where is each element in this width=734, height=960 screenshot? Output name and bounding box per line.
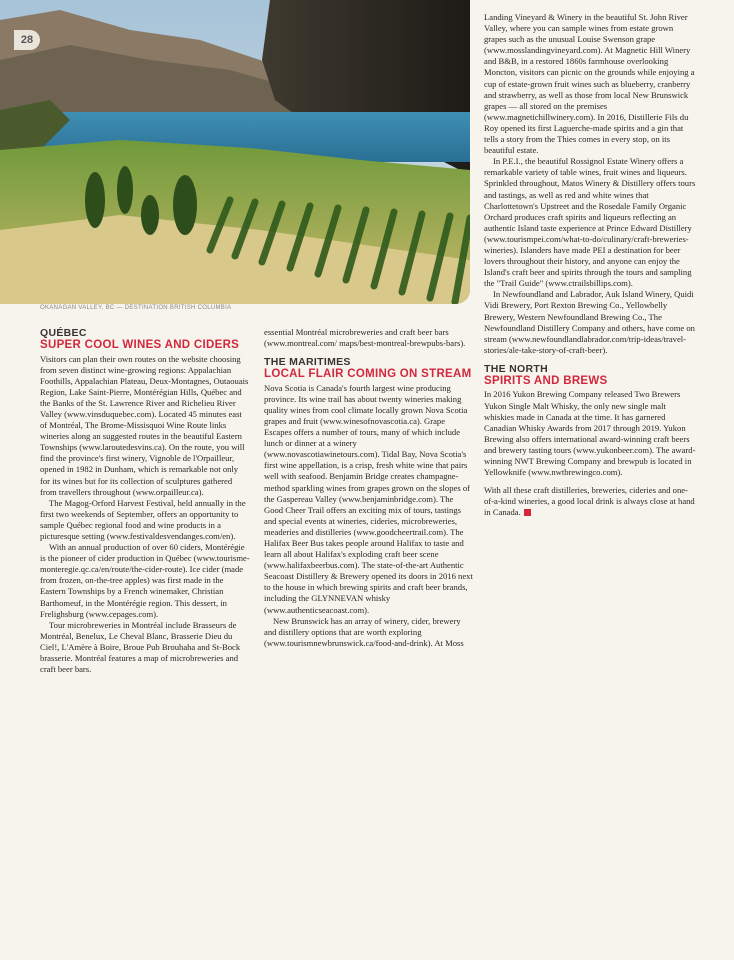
photo-caption: OKANAGAN VALLEY, BC — DESTINATION BRITISH COLUMBIA xyxy=(40,305,232,311)
paragraph: Landing Vineyard & Winery in the beautiful St. John River Valley, where you can sample wines from estate grown grapes such as the unusual Louise Swenson grape (www.mosslandingvineyard.com). At Magnetic Hill Winery and B&B, in a restored 1860s farmhouse overlooking Moncton, visitors can picnic on the grounds while enjoying a cup of estate-grown fruit wines such as blueberry, cranberry and strawberry, as well as those from local New Brunswick grapes — all stored on the premises (www.magnetichillwinery.com). In 2016, Distillerie Fils du Roy opened its first Laguerche-made spirits and a gin that tells a story from the Thies comes in every stop, on its beautiful estate. xyxy=(484,12,695,156)
end-mark-icon xyxy=(524,509,531,516)
section-title-quebec: SUPER COOL WINES AND CIDERS xyxy=(40,339,240,351)
section-region-maritimes: THE MARITIMES xyxy=(264,356,351,369)
column-1 xyxy=(40,327,250,675)
paragraph: Nova Scotia is Canada's fourth largest wine producing province. Its wine trail has about twenty wineries making quality wines from cool climate locally grown Nova Scotia grapes and fruit (www.winesofnovascotia.ca). Grape Escapes offers a number of tours, many of which include lunch or dinner at a winery (www.novascotiawinetours.com). Tidal Bay, Nova Scotia's first wine appellation, is a crisp, fresh white wine that pairs well with seafood. Benjamin Bridge creates champagne-method sparkling wines from grapes grown on the slopes of the Gaspereau Valley (www.benjaminbridge.com). The Good Cheer Trail offers an exciting mix of tours, tastings and special events at wineries, cideries, microbreweries, meaderies and distilleries (www.goodcheertrail.com). The Halifax Beer Bus takes people around Halifax to taste and learn all about Halifax's exploding craft beer scene (www.halifaxbeerbus.com). The state-of-the-art Authentic Seacoast Distillery & Brewery opened its doors in 2016 next to the house in which brewing spirits and craft beer brands, including the GLYNNEVAN whisky (www.authenticseacoast.com). xyxy=(264,382,473,615)
paragraph: In Newfoundland and Labrador, Auk Island Winery, Quidi Vidi Brewery, Port Rexton Brewing Co., Yellowbelly Brewery, Western Newfoundland Brewing Co., The Newfoundland Distillery Company and others, have come on stream (www.newfoundlandlabrador.com/trip-ideas/travel-stories/ale-take-story-of-craft-beer). xyxy=(484,289,695,355)
section-region-north: THE NORTH xyxy=(484,362,548,375)
vineyard-lake-photo xyxy=(0,0,470,304)
closing-paragraph: With all these craft distilleries, breweries, cideries and one-of-a-kind wineries, a good local drink is always close at hand in Canada. xyxy=(484,485,695,518)
paragraph: Visitors can plan their own routes on the website choosing from seven distinct wine-growing regions: Appalachian Foothills, Appalachian Plateau, Deux-Montagnes, Outaouais Region, Lake Saint-Pierre, Montérégian Hills, Québec and the Banks of the St. Lawrence River and Richelieu River Valley (www.vinsduquebec.com). Located 45 minutes east of Montréal, The Brome-Missisquoi Wine Route links wineries along an suggested routes in the beautiful Eastern Townships (www.laroutedesvins.ca). On the route, you will find the province's first winery, Vignoble de l'Orpailleur, opened in 1982 in Dunham, which is remarkable not only for its wines but for its collection of sculptures gathered from travellers throughout (www.orpailleur.ca). xyxy=(40,353,249,497)
paragraph: The Magog-Orford Harvest Festival, held annually in the first two weekends of September, offers an opportunity to sample Québec regional food and wine products in a picturesque setting (www.festivaldesvendanges.com/en). xyxy=(40,497,246,541)
section-title-maritimes: LOCAL FLAIR COMING ON STREAM xyxy=(264,368,472,381)
page-number: 28 xyxy=(14,30,40,50)
paragraph: In 2016 Yukon Brewing Company released Two Brewers Yukon Single Malt Whisky, the only new single malt whiskies made in Canada at the time. It has garnered Canadian Whisky Awards from 2017 through 2019. Yukon Brewing also offers international award-winning craft beers and brewery tasting tours (www.yukonbeer.com). The award-winning NWT Brewing Company and brewpub is located in Yellowknife (www.nwtbrewingco.com). xyxy=(484,389,696,478)
paragraph: With an annual production of over 60 ciders, Montérégie is the pioneer of cider production in Québec (www.tourisme-monteregie.qc.ca/en/route/the-cider-route). Ice cider (made from frozen, on-the-tree apples) was first made in the Eastern Townships by a French winemaker, Christian Barthomeuf, in the Montérégie region. This dessert, in Frelighsburg (www.cepages.com). xyxy=(40,542,250,619)
paragraph: essential Montréal microbreweries and craft beer bars (www.montreal.com/ maps/best-montreal-brewpubs-bars). xyxy=(264,327,466,349)
column-3 xyxy=(484,12,696,518)
column-2 xyxy=(264,327,474,649)
section-title-north: SPIRITS AND BREWS xyxy=(484,374,608,387)
paragraph: In P.E.I., the beautiful Rossignol Estate Winery offers a remarkable variety of table wines, fruit wines and liqueurs. Sprinkled throughout, Matos Winery & Distillery offers tours and tastings, as well as red and white wines that Charlottetown's Upstreet and the Rosedale Family Organic Orchard produces craft spirits and liqueurs reflecting an authentic Island taste experience at Prince Edward Distillery (www.tourismpei.com/what-to-do/culinary/craft-breweries-wineries). Islanders have made PEI a destination for beer lovers throughout their history, and anyone can enjoy the Island's craft beer and spirits through the tours and sampling the "Trail Guide" (www.ctrailsbillips.com). xyxy=(484,156,696,289)
section-region-quebec: QUÉBEC xyxy=(40,327,87,339)
paragraph: New Brunswick has an array of winery, cider, brewery and distillery options that are worth exploring (www.tourismnewbrunswick.ca/food-and-drink). At Moss xyxy=(264,615,464,648)
paragraph: Tour microbreweries in Montréal include Brasseurs de Montréal, Benelux, Le Cheval Blanc, Brasserie Dieu du Ciel!, L'Amère à Boire, Broue Pub Brouhaha and St-Bock brasserie. Montréal features a map of microbreweries and craft beer bars. xyxy=(40,619,241,675)
